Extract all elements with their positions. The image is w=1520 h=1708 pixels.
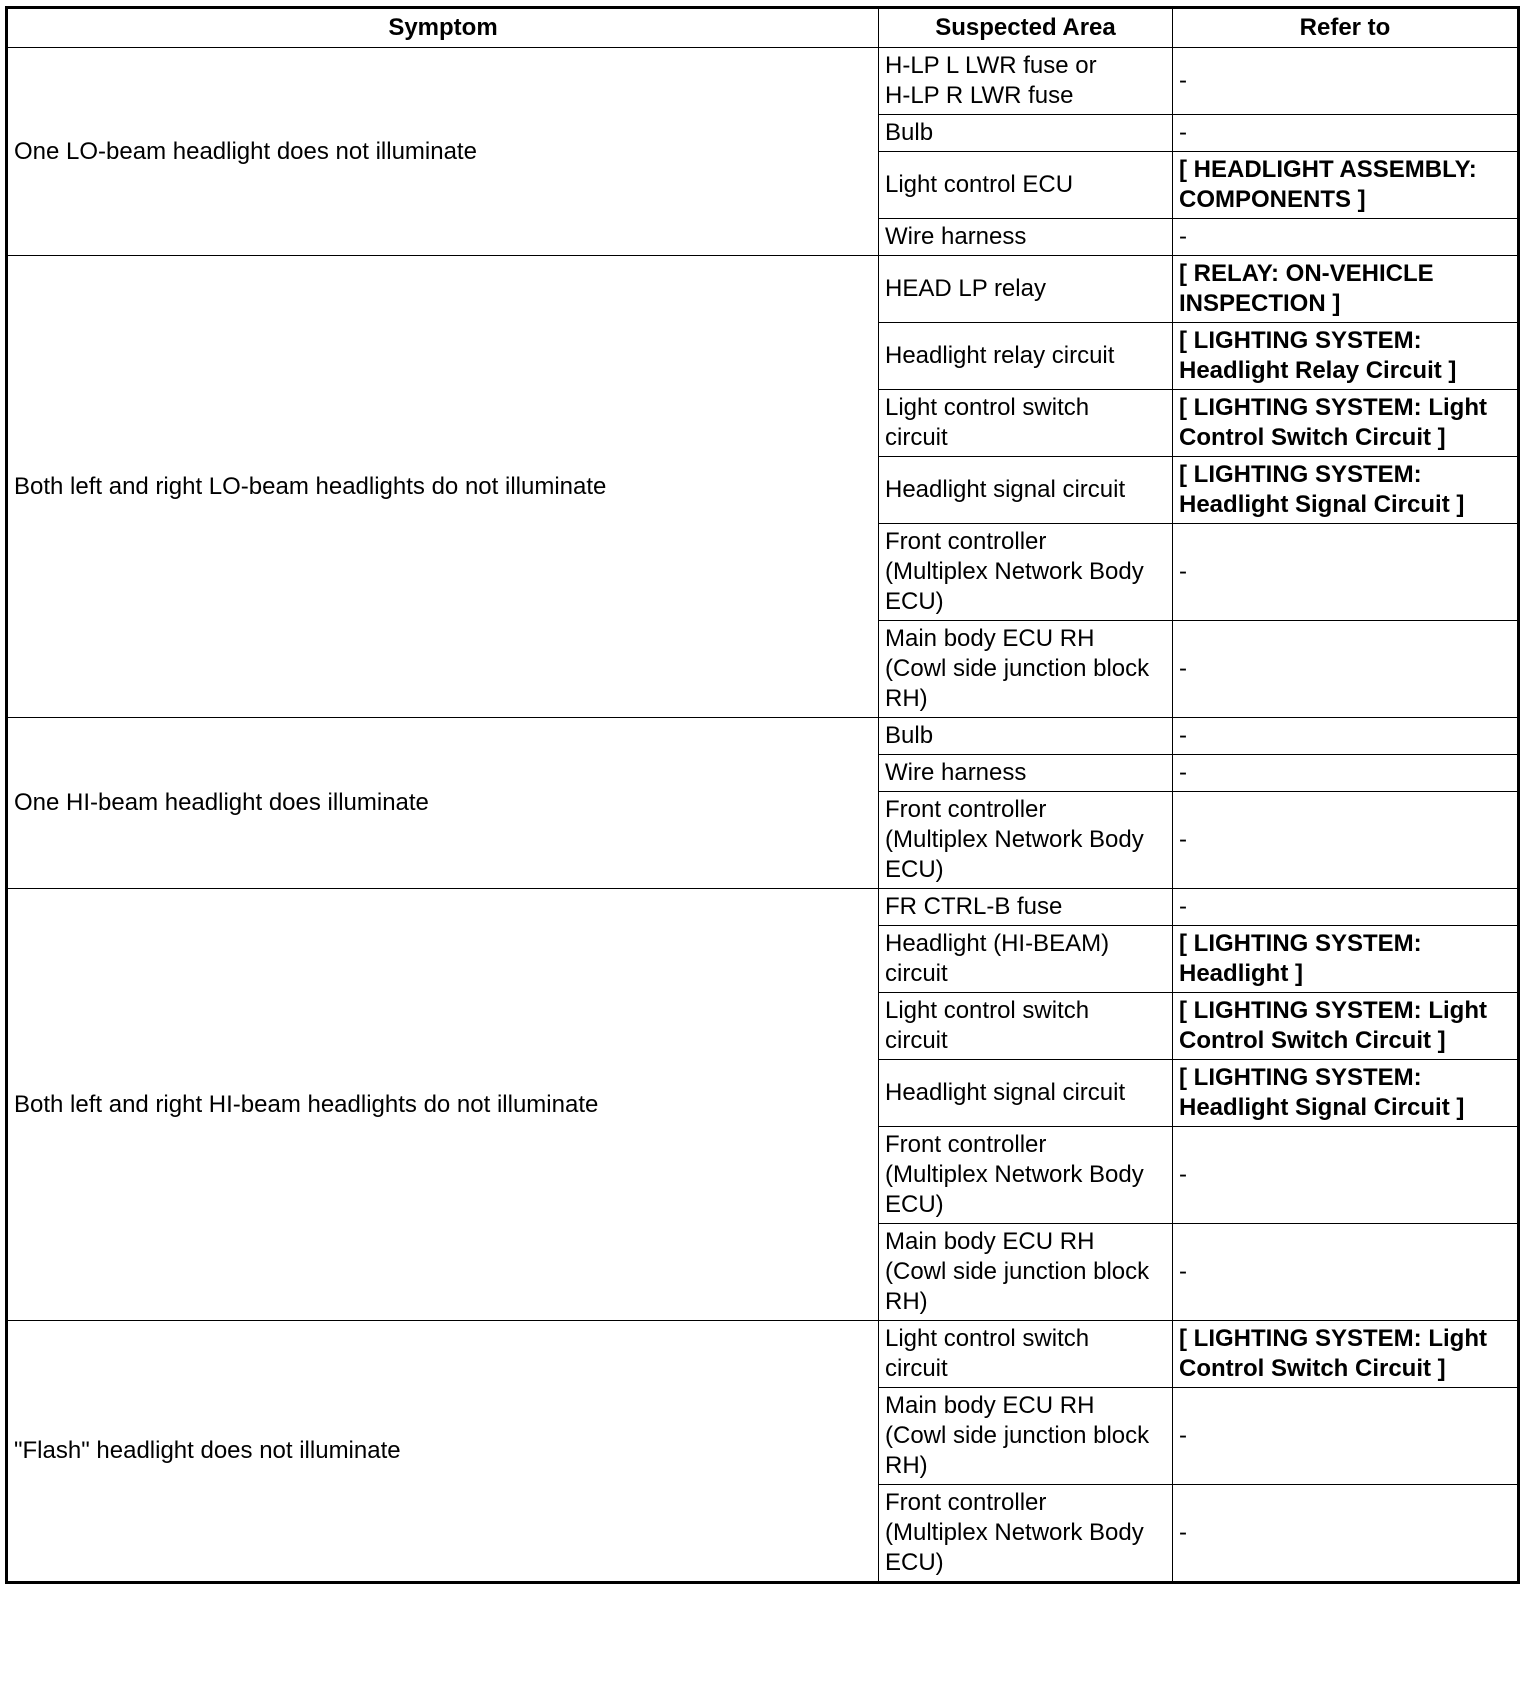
header-refer-to: Refer to (1173, 8, 1519, 48)
refer-to-link[interactable]: [ RELAY: ON-VEHICLE INSPECTION ] (1173, 256, 1519, 323)
table-body (7, 48, 1519, 1583)
suspected-area-cell: Light control switch circuit (879, 1321, 1173, 1388)
header-suspected-area: Suspected Area (879, 8, 1173, 48)
suspected-area-cell: Light control switch circuit (879, 390, 1173, 457)
suspected-area-cell: Front controller (Multiplex Network Body ECU) (879, 1485, 1173, 1583)
header-row (7, 8, 1519, 48)
refer-to-link[interactable]: [ LIGHTING SYSTEM: Light Control Switch Circuit ] (1173, 1321, 1519, 1388)
refer-to-cell: - (1173, 792, 1519, 889)
suspected-area-cell: Wire harness (879, 755, 1173, 792)
suspected-area-cell: Light control switch circuit (879, 993, 1173, 1060)
suspected-area-cell: Headlight signal circuit (879, 1060, 1173, 1127)
suspected-area-cell: Front controller (Multiplex Network Body ECU) (879, 1127, 1173, 1224)
table-row (7, 48, 1519, 115)
suspected-area-cell: Headlight (HI-BEAM) circuit (879, 926, 1173, 993)
table-row (7, 256, 1519, 323)
symptom-cell: Both left and right LO-beam headlights do not illuminate (7, 256, 879, 718)
refer-to-cell: - (1173, 524, 1519, 621)
suspected-area-cell: FR CTRL-B fuse (879, 889, 1173, 926)
symptom-cell: "Flash" headlight does not illuminate (7, 1321, 879, 1583)
refer-to-cell: - (1173, 621, 1519, 718)
refer-to-cell: - (1173, 219, 1519, 256)
refer-to-link[interactable]: [ HEADLIGHT ASSEMBLY: COMPONENTS ] (1173, 152, 1519, 219)
suspected-area-cell: Main body ECU RH (Cowl side junction block RH) (879, 1224, 1173, 1321)
refer-to-link[interactable]: [ LIGHTING SYSTEM: Headlight Signal Circuit ] (1173, 457, 1519, 524)
table-header (7, 8, 1519, 48)
symptom-cell: One LO-beam headlight does not illuminate (7, 48, 879, 256)
refer-to-cell: - (1173, 755, 1519, 792)
refer-to-cell: - (1173, 115, 1519, 152)
table-row (7, 889, 1519, 926)
refer-to-cell: - (1173, 1224, 1519, 1321)
suspected-area-cell: Headlight signal circuit (879, 457, 1173, 524)
suspected-area-cell: HEAD LP relay (879, 256, 1173, 323)
refer-to-link[interactable]: [ LIGHTING SYSTEM: Light Control Switch Circuit ] (1173, 390, 1519, 457)
table-row (7, 1321, 1519, 1388)
refer-to-link[interactable]: [ LIGHTING SYSTEM: Light Control Switch Circuit ] (1173, 993, 1519, 1060)
refer-to-link[interactable]: [ LIGHTING SYSTEM: Headlight Relay Circuit ] (1173, 323, 1519, 390)
table-row (7, 718, 1519, 755)
suspected-area-cell: Headlight relay circuit (879, 323, 1173, 390)
troubleshooting-table (5, 6, 1520, 1584)
suspected-area-cell: Main body ECU RH (Cowl side junction block RH) (879, 621, 1173, 718)
symptom-cell: Both left and right HI-beam headlights do not illuminate (7, 889, 879, 1321)
suspected-area-cell: Wire harness (879, 219, 1173, 256)
refer-to-cell: - (1173, 1485, 1519, 1583)
suspected-area-cell: Front controller (Multiplex Network Body ECU) (879, 792, 1173, 889)
refer-to-cell: - (1173, 48, 1519, 115)
suspected-area-cell: Bulb (879, 115, 1173, 152)
suspected-area-cell: Light control ECU (879, 152, 1173, 219)
refer-to-cell: - (1173, 718, 1519, 755)
refer-to-link[interactable]: [ LIGHTING SYSTEM: Headlight Signal Circuit ] (1173, 1060, 1519, 1127)
refer-to-link[interactable]: [ LIGHTING SYSTEM: Headlight ] (1173, 926, 1519, 993)
symptom-cell: One HI-beam headlight does illuminate (7, 718, 879, 889)
header-symptom: Symptom (7, 8, 879, 48)
refer-to-cell: - (1173, 1127, 1519, 1224)
suspected-area-cell: H-LP L LWR fuse or H-LP R LWR fuse (879, 48, 1173, 115)
suspected-area-cell: Front controller (Multiplex Network Body ECU) (879, 524, 1173, 621)
suspected-area-cell: Bulb (879, 718, 1173, 755)
refer-to-cell: - (1173, 1388, 1519, 1485)
suspected-area-cell: Main body ECU RH (Cowl side junction block RH) (879, 1388, 1173, 1485)
troubleshooting-table-wrapper (5, 6, 1520, 1584)
refer-to-cell: - (1173, 889, 1519, 926)
